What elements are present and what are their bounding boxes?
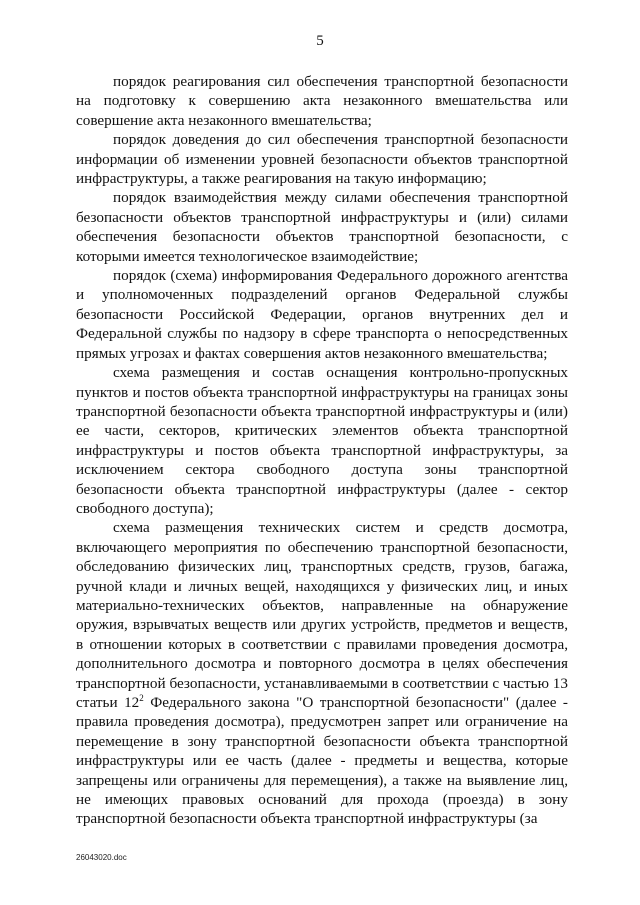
paragraph-text-part-2: Федерального закона "О транспортной безопасности" (далее - правила проведения досмотра), предусмотрен запрет или ограничение на перемещение в зону транспортной безопасности объекта транспортной инфраструктуры или ее часть (далее - предметы и вещества, которые запрещены или ограничены для перемещения), а также на выявление лиц, не имеющих правовых оснований для прохода (проезда) в зону транспортной безопасности объекта транспортной инфраструктуры (за <box>76 694 568 828</box>
superscript-article-index: 2 <box>139 692 144 703</box>
paragraph-security-level-info: порядок доведения до сил обеспечения транспортной безопасности информации об изменении уровней безопасности объектов транспортной инфраструктуры, а также реагирования на такую информацию; <box>76 131 568 188</box>
paragraph-inspection-systems <box>76 518 568 829</box>
paragraph-text-part-1: схема размещения технических систем и средств досмотра, включающего мероприятия по обеспечению транспортной безопасности, обследованию физических лиц, транспортных средств, грузов, багажа, ручной клади и личных вещей, находящихся у физических лиц, и иных материально-технических объектов, направленные на обнаружение оружия, взрывчатых веществ или других устройств, предметов и веществ, в отношении которых в соответствии с правилами проведения досмотра, дополнительного досмотра и повторного досмотра в целях обеспечения транспортной безопасности, устанавливаемыми в соответствии с частью 13 статьи 12 <box>76 519 568 711</box>
paragraph-checkpoint-scheme: схема размещения и состав оснащения контрольно-пропускных пунктов и постов объекта транспортной инфраструктуры на границах зоны транспортной безопасности объекта транспортной инфраструктуры и (или) ее части, секторов, критических элементов объекта транспортной инфраструктуры и постов объекта транспортной инфраструктуры, за исключением сектора свободного доступа зоны транспортной безопасности объекта транспортной инфраструктуры (далее - сектор свободного доступа); <box>76 364 568 517</box>
document-body <box>76 72 568 829</box>
paragraph-response-procedure: порядок реагирования сил обеспечения транспортной безопасности на подготовку к совершению акта незаконного вмешательства или совершение акта незаконного вмешательства; <box>76 73 568 129</box>
footer-filename: 26043020.doc <box>76 853 127 862</box>
page-number: 5 <box>316 33 324 49</box>
paragraph-informing-scheme: порядок (схема) информирования Федерального дорожного агентства и уполномоченных подразделений органов Федеральной службы безопасности Российской Федерации, органов внутренних дел и Федеральной службы по надзору в сфере транспорта о непосредственных прямых угрозах и фактах совершения актов незаконного вмешательства; <box>76 267 568 362</box>
paragraph-interaction-procedure: порядок взаимодействия между силами обеспечения транспортной безопасности объектов транспортной инфраструктуры и (или) силами обеспечения безопасности объектов транспортной безопасности, с которыми имеется технологическое взаимодействие; <box>76 189 568 265</box>
